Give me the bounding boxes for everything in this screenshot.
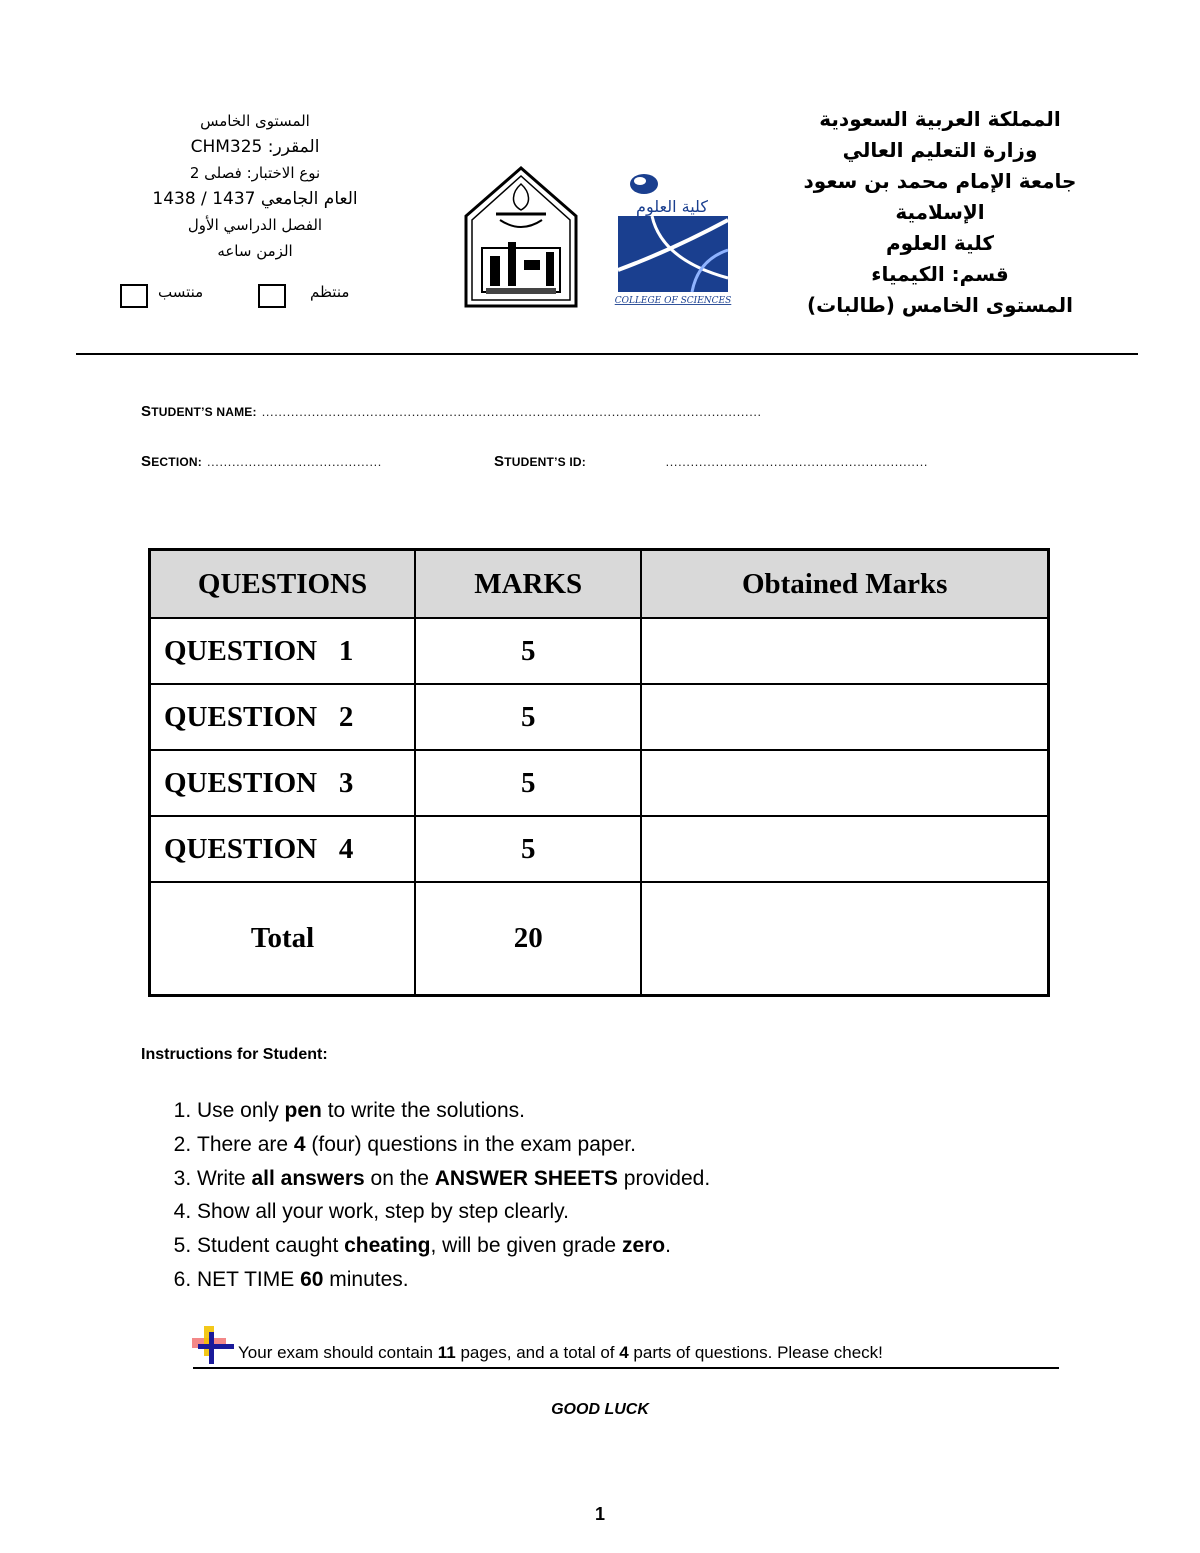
exam-info-header	[120, 108, 390, 264]
academic-year: العام الجامعي 1437 / 1438	[152, 189, 358, 209]
obtained-cell[interactable]	[641, 618, 1048, 684]
marks-cell: 5	[415, 750, 641, 816]
instructions-title: Instructions for Student:	[141, 1046, 328, 1063]
total-obtained-cell[interactable]	[641, 882, 1048, 996]
header-divider	[76, 353, 1138, 355]
obtained-cell[interactable]	[641, 816, 1048, 882]
course-code: المقرر: CHM325	[190, 137, 320, 157]
exam-type: نوع الاختبار: فصلى 2	[189, 164, 321, 182]
enrollment-options	[118, 282, 378, 308]
list-item: 3. Write all answers on the ANSWER SHEETS provided.	[197, 1162, 710, 1196]
student-name-row	[141, 403, 761, 420]
table-row	[150, 750, 1049, 816]
table-row	[150, 618, 1049, 684]
cross-bullet-icon	[192, 1326, 234, 1364]
section-field[interactable]: ……………………………………	[206, 454, 382, 469]
question-cell: QUESTION 3	[150, 750, 416, 816]
header-marks: MARKS	[415, 550, 641, 619]
list-item: 2. There are 4 (four) questions in the exam paper.	[197, 1128, 710, 1162]
student-id-field-wrap	[665, 453, 928, 470]
college-logo-en-text: COLLEGE OF SCIENCES	[614, 296, 732, 306]
institution-header	[780, 104, 1100, 321]
page-number: 1	[594, 1504, 605, 1524]
marks-cell: 5	[415, 816, 641, 882]
college-logo-ar-text: كلية العلوم	[636, 197, 708, 216]
question-cell: QUESTION 4	[150, 816, 416, 882]
country-name: المملكة العربية السعودية	[819, 107, 1061, 131]
good-luck-text: GOOD LUCK	[551, 1401, 649, 1418]
header-questions: QUESTIONS	[150, 550, 416, 619]
student-id-label: TUDENT’S ID:	[504, 455, 586, 469]
affiliated-checkbox[interactable]	[120, 284, 148, 308]
marks-cell: 5	[415, 618, 641, 684]
obtained-cell[interactable]	[641, 684, 1048, 750]
university-name: جامعة الإمام محمد بن سعود	[803, 169, 1077, 193]
semester: الفصل الدراسي الأول	[187, 216, 323, 234]
list-item: 6. NET TIME 60 minutes.	[197, 1263, 710, 1297]
total-row	[150, 882, 1049, 996]
page-count-note: Your exam should contain 11 pages, and a total of 4 parts of questions. Please check!	[238, 1343, 883, 1362]
marks-table-header	[150, 550, 1049, 619]
university-logo-icon	[462, 164, 580, 308]
table-row	[150, 816, 1049, 882]
marks-cell: 5	[415, 684, 641, 750]
ministry-name: وزارة التعليم العالي	[842, 138, 1038, 162]
total-marks: 20	[415, 882, 641, 996]
section-label: ECTION:	[151, 455, 202, 469]
student-id-field[interactable]: ………………………………………………………	[665, 454, 928, 469]
university-name-cont: الإسلامية	[895, 200, 985, 224]
student-name-label-initial: S	[141, 403, 152, 420]
student-name-label: TUDENT’S NAME:	[151, 405, 257, 419]
marks-table	[148, 548, 1050, 997]
list-item: 4. Show all your work, step by step clearly.	[197, 1195, 710, 1229]
question-cell: QUESTION 1	[150, 618, 416, 684]
student-id-row	[494, 453, 586, 470]
level-label: المستوى الخامس	[200, 112, 310, 130]
regular-label: منتظم	[310, 283, 350, 301]
parts-count: 4	[619, 1343, 629, 1362]
total-label: Total	[150, 882, 416, 996]
section-row	[141, 453, 381, 470]
instructions-list	[146, 1094, 710, 1297]
obtained-cell[interactable]	[641, 750, 1048, 816]
regular-checkbox[interactable]	[258, 284, 286, 308]
list-item: 5. Student caught cheating, will be given grade zero.	[197, 1229, 710, 1263]
college-name: كلية العلوم	[885, 231, 995, 255]
level-students: المستوى الخامس (طالبات)	[807, 293, 1073, 317]
student-name-field[interactable]: …………………………………………………………………………………………………………	[261, 404, 762, 419]
department-name: قسم: الكيمياء	[871, 262, 1009, 286]
table-row	[150, 684, 1049, 750]
note-divider	[193, 1367, 1059, 1369]
duration: الزمن ساعه	[217, 242, 293, 260]
list-item: 1. Use only pen to write the solutions.	[197, 1094, 710, 1128]
college-logo-icon	[612, 170, 732, 308]
student-id-label-initial: S	[494, 453, 505, 470]
section-label-initial: S	[141, 453, 152, 470]
question-cell: QUESTION 2	[150, 684, 416, 750]
header-obtained: Obtained Marks	[641, 550, 1048, 619]
affiliated-label: منتسب	[158, 283, 204, 301]
page-count: 11	[437, 1343, 456, 1362]
